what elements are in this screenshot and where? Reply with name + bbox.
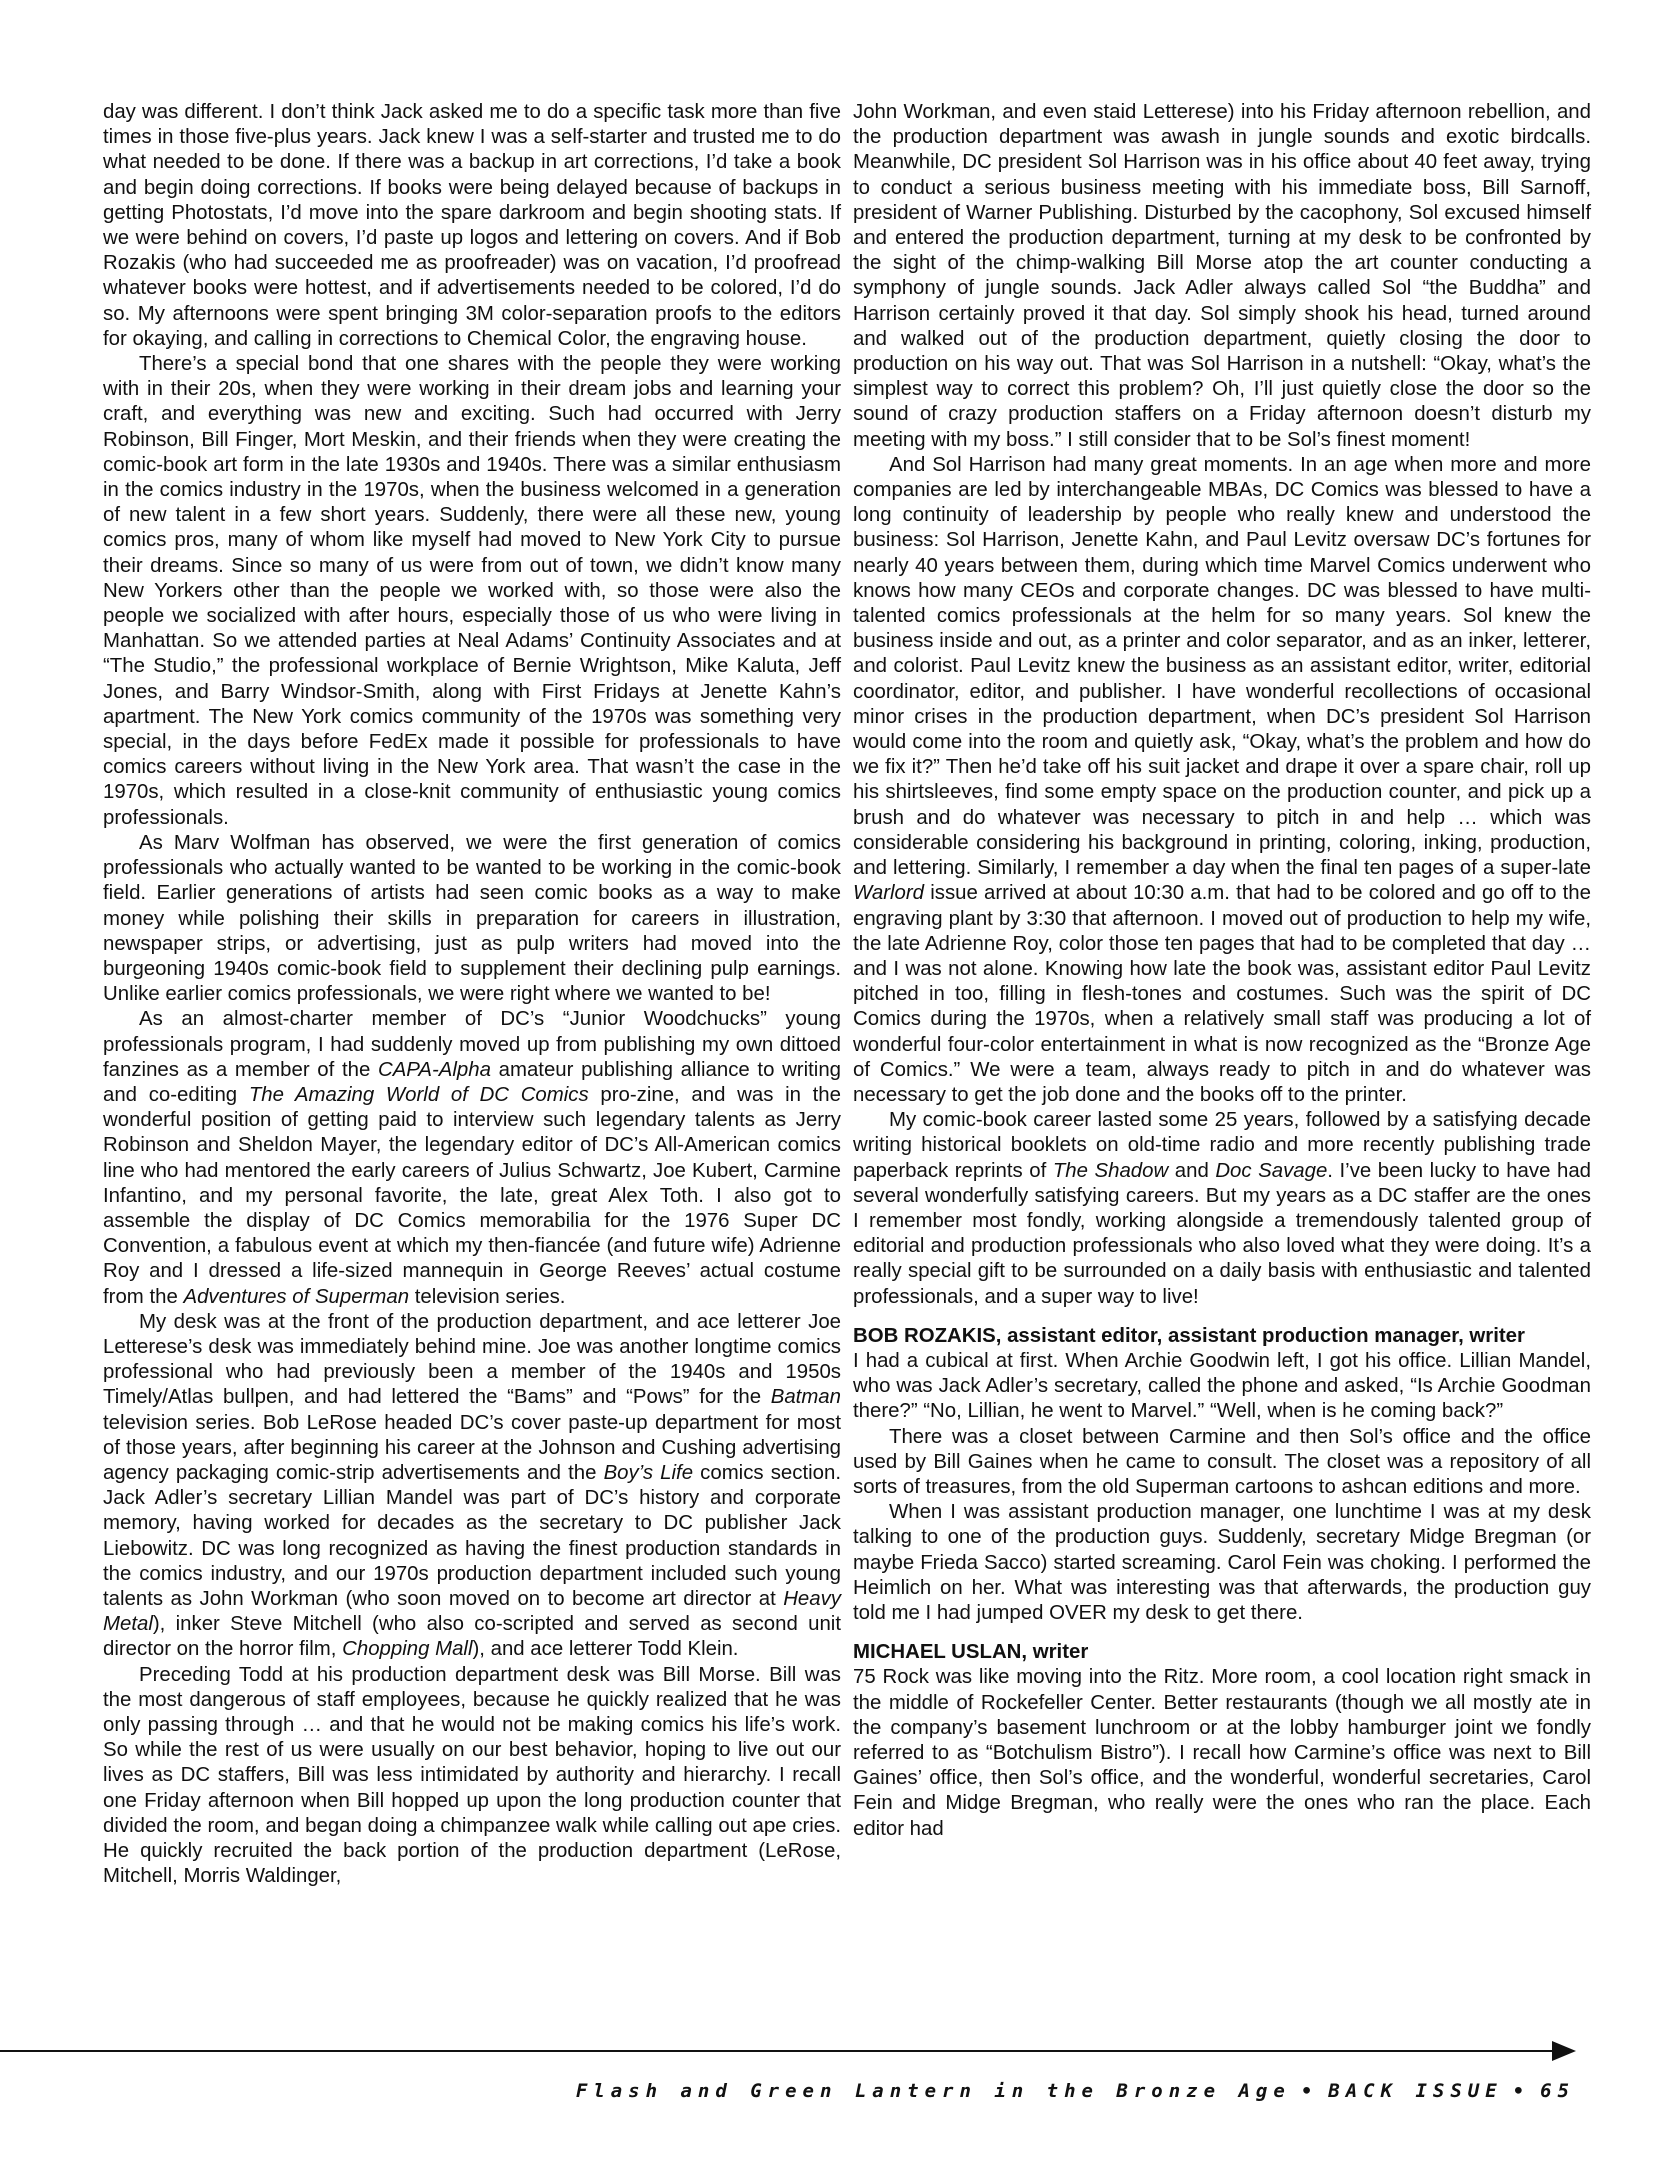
paragraph: I had a cubical at first. When Archie Goodwin left, I got his office. Lillian Mandel, who was Jack Adler’s secretary, called the phone and asked, “Is Archie Goodman there?” “No, Lillian, he went to Marvel.” “Well, when is he coming back?” <box>853 1349 1591 1423</box>
paragraph: There was a closet between Carmine and then Sol’s office and the office used by Bill Gaines when he came to consult. The closet was a repository of all sorts of treasures, from the old Superman cartoons to ashcan editions and more. <box>853 1425 1591 1498</box>
footer-separator: • <box>1512 2080 1531 2102</box>
paragraph: My comic-book career lasted some 25 years, followed by a satisfying decade writing historical booklets on old-time radio and more recently publishing trade paperback reprints of The Shadow and Doc Savage. I’ve been lucky to have had several wonderfully satisfying careers. But my years as a DC staffer are the ones I remember most fondly, working alongside a tremendously talented group of editorial and production professionals who also loved what they were doing. It’s a really special gift to be surrounded on a daily basis with enthusiastic and talented professionals, and a super way to live! <box>853 1109 1591 1308</box>
magazine-title: BACK ISSUE <box>1328 2080 1503 2102</box>
paragraph: day was different. I don’t think Jack asked me to do a specific task more than five times in those five-plus years. Jack knew I was a self-starter and trusted me to do what needed to be done. If there was a backup in art corrections, I’d take a book and begin doing corrections. If books were being delayed because of backups in getting Photostats, I’d move into the spare darkroom and begin shooting stats. If we were behind on covers, I’d paste up logos and lettering on covers. And if Bob Rozakis (who had succeeded me as proofreader) was on vacation, I’d proofread whatever books were hottest, and if advertisements needed to be colored, I’d do so. My afternoons were spent bringing 3M color-separation proofs to the editors for okaying, and calling in corrections to Chemical Color, the engraving house. <box>103 101 841 350</box>
paragraph: As Marv Wolfman has observed, we were the first generation of comics professionals who actually wanted to be wanted to be working in the comic-book field. Earlier generations of artists had seen comic books as a way to make money while polishing their skills in preparation for careers in illustration, newspaper strips, or advertising, just as pulp writers had moved into the burgeoning 1940s comic-book field to supplement their declining pulp earnings. Unlike earlier comics professionals, we were right where we wanted to be! <box>103 831 841 1006</box>
paragraph: 75 Rock was like moving into the Ritz. More room, a cool location right smack in the middle of Rockefeller Center. Better restaurants (though we all mostly ate in the company’s basement lunchroom or at the lobby hamburger joint we fondly referred to as “Botchulism Bistro”). I recall how Carmine’s office was next to Bill Gaines’ office, then Sol’s office, and the wonderful, wonderful secretaries, Carol Fein and Midge Bregman, who really were the ones who ran the place. Each editor had <box>853 1666 1591 1840</box>
left-column <box>103 100 841 1889</box>
interviewee-heading: BOB ROZAKIS, assistant editor, assistant production manager, writer <box>853 1324 1525 1347</box>
interviewee-heading: MICHAEL USLAN, writer <box>853 1641 1089 1664</box>
paragraph: My desk was at the front of the production department, and ace letterer Joe Letterese’s desk was immediately behind mine. Joe was another longtime comics professional who had previously been a member of the 1940s and 1950s Timely/Atlas bullpen, and had lettered the “Bams” and “Pows” for the Batman television series. Bob LeRose headed DC’s cover paste-up department for most of those years, after beginning his career at the Johnson and Cushing advertising agency packaging comic-strip advertisements and the Boy’s Life comics section. Jack Adler’s secretary Lillian Mandel was part of DC’s history and corporate memory, having worked for decades as the secretary to DC publisher Jack Liebowitz. DC was long recognized as having the finest production standards in the comics industry, and our 1970s production department included such young talents as John Workman (who soon moved on to become art director at Heavy Metal), inker Steve Mitchell (who also co-scripted and served as second unit director on the horror film, Chopping Mall), and ace letterer Todd Klein. <box>103 1310 841 1661</box>
paragraph: And Sol Harrison had many great moments. In an age when more and more companies are led by interchangeable MBAs, DC Comics was blessed to have a long continuity of leadership by people who really knew and understood the business: Sol Harrison, Jenette Kahn, and Paul Levitz oversaw DC’s fortunes for nearly 40 years between them, during which time Marvel Comics underwent who knows how many CEOs and corporate changes. DC was blessed to have multi-talented comics professionals at the helm for so many years. Sol knew the business inside and out, as a printer and color separator, and as an inker, letterer, and colorist. Paul Levitz knew the business as an assistant editor, writer, editorial coordinator, editor, and publisher. I have wonderful recollections of occasional minor crises in the production department, when DC’s president Sol Harrison would come into the room and quietly ask, “Okay, what’s the problem and how do we fix it?” Then he’d take off his suit jacket and drape it over a spare chair, roll up his shirtsleeves, find some empty space on the production counter, and pick up a brush and do whatever was necessary to pitch in and help … which was considerable considering his background in printing, coloring, inking, production, and lettering. Similarly, I remember a day when the final ten pages of a super-late Warlord issue arrived at about 10:30 a.m. that had to be colored and go off to the engraving plant by 3:30 that afternoon. I moved out of production to help my wife, the late Adrienne Roy, color those ten pages that had to be completed that day … and I was not alone. Knowing how late the book was, assistant editor Paul Levitz pitched in too, filling in flesh-tones and costumes. Such was the spirit of DC Comics during the 1970s, when a relatively small staff was producing a lot of wonderful four-color entertainment in what is now recognized as the “Bronze Age of Comics.” We were a team, always ready to pitch in and do whatever was necessary to get the job done and the books off to the printer. <box>853 453 1591 1106</box>
paragraph: Preceding Todd at his production department desk was Bill Morse. Bill was the most dangerous of staff employees, because he quickly realized that he was only passing through … and that he would not be making comics his life’s work. So while the rest of us were usually on our best behavior, hoping to live out our lives as DC staffers, Bill was less intimidated by authority and hierarchy. I recall one Friday afternoon when Bill hopped up upon the long production counter that divided the room, and began doing a chimpanzee walk while calling out ape cries. He quickly recruited the back portion of the production department (LeRose, Mitchell, Morris Waldinger, <box>103 1663 841 1888</box>
paragraph: When I was assistant production manager, one lunchtime I was at my desk talking to one of the production guys. Suddenly, secretary Midge Bregman (or maybe Frieda Sacco) started screaming. Carol Fein was choking. I performed the Heimlich on her. What was interesting was that afterwards, the production guy told me I had jumped OVER my desk to get there. <box>853 1501 1591 1624</box>
arrow-right-icon <box>1552 2041 1576 2061</box>
footer-rule <box>0 2050 1560 2052</box>
section-title: Flash and Green Lantern in the Bronze Age <box>575 2080 1291 2102</box>
page-number: 65 <box>1540 2080 1575 2102</box>
running-footer <box>576 2080 1575 2102</box>
footer-separator: • <box>1300 2080 1319 2102</box>
paragraph: There’s a special bond that one shares with the people they were working with in their 20s, when they were working in their dream jobs and learning your craft, and everything was new and exciting. Such had occurred with Jerry Robinson, Bill Finger, Mort Meskin, and their friends when they were creating the comic-book art form in the late 1930s and 1940s. There was a similar enthusiasm in the comics industry in the 1970s, when the business welcomed in a generation of new talent in a few short years. Suddenly, there were all these new, young comics pros, many of whom like myself had moved to New York City to pursue their dreams. Since so many of us were from out of town, we didn’t know many New Yorkers other than the people we worked with, so those were also the people we socialized with after hours, especially those of us who were living in Manhattan. So we attended parties at Neal Adams’ Continuity Associates and at “The Studio,” the professional workplace of Bernie Wrightson, Mike Kaluta, Jeff Jones, and Barry Windsor-Smith, along with First Fridays at Jenette Kahn’s apartment. The New York comics community of the 1970s was something very special, in the days before FedEx made it possible for professionals to have comics careers without living in the New York area. That wasn’t the case in the 1970s, which resulted in a close-knit community of enthusiastic young comics professionals. <box>103 353 841 829</box>
right-column <box>853 100 1591 1842</box>
paragraph: As an almost-charter member of DC’s “Junior Woodchucks” young professionals program, I had suddenly moved up from publishing my own dittoed fanzines as a member of the CAPA-Alpha amateur publishing alliance to writing and co-editing The Amazing World of DC Comics pro-zine, and was in the wonderful position of getting paid to interview such legendary talents as Jerry Robinson and Sheldon Mayer, the legendary editor of DC’s All-American comics line who had mentored the early careers of Julius Schwartz, Joe Kubert, Carmine Infantino, and my personal favorite, the late, great Alex Toth. I also got to assemble the display of DC Comics memorabilia for the 1976 Super DC Convention, a fabulous event at which my then-fiancée (and future wife) Adrienne Roy and I dressed a life-sized mannequin in George Reeves’ actual costume from the Adventures of Superman television series. <box>103 1008 842 1308</box>
paragraph: John Workman, and even staid Letterese) into his Friday afternoon rebellion, and the production department was awash in jungle sounds and exotic birdcalls. Meanwhile, DC president Sol Harrison was in his office about 40 feet away, trying to conduct a serious business meeting with his immediate boss, Bill Sarnoff, president of Warner Publishing. Disturbed by the cacophony, Sol excused himself and entered the production department, turning at my desk to be confronted by the sight of the chimp-walking Bill Morse atop the art counter conducting a symphony of jungle sounds. Jack Adler always called Sol “the Buddha” and Harrison certainly proved it that day. Sol simply shook his head, turned around and walked out of the production department, quietly closing the door to production on his way out. That was Sol Harrison in a nutshell: “Okay, what’s the simplest way to correct this problem? Oh, I’ll just quietly close the door so the sound of crazy production staffers on a Friday afternoon doesn’t disturb my meeting with my boss.” I still consider that to be Sol’s finest moment! <box>853 101 1591 451</box>
